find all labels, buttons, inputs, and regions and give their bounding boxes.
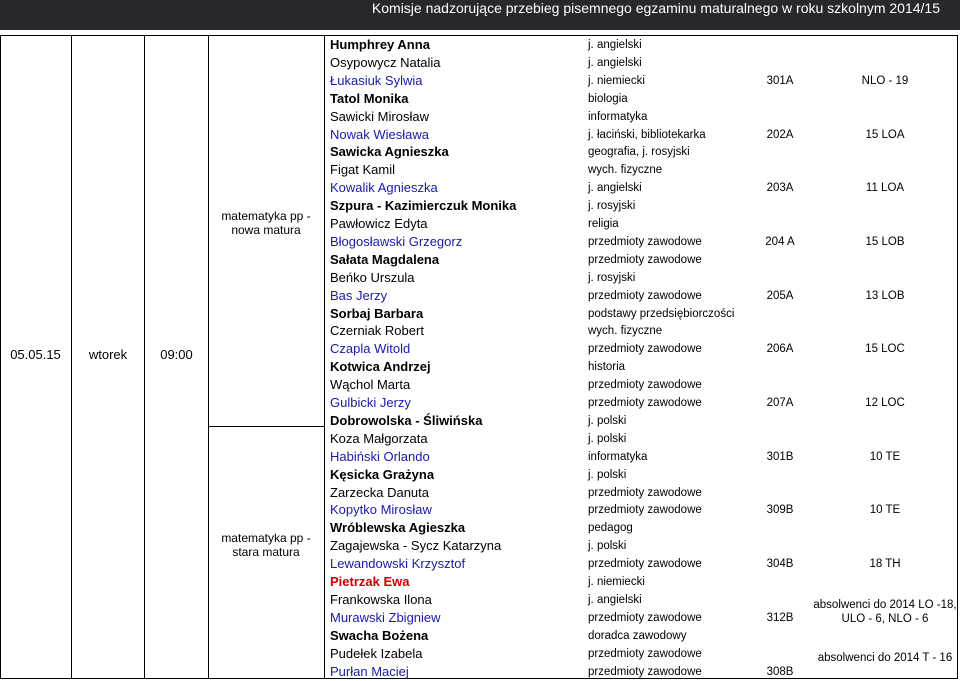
member-subject: biologia	[588, 92, 628, 105]
room-number: 301A	[766, 74, 794, 87]
member-subject: przedmioty zawodowe	[588, 558, 702, 571]
member-subject: j. rosyjski	[588, 271, 636, 284]
header-bar	[0, 0, 960, 30]
class-code: 10 TE	[869, 504, 901, 517]
member-subject: przedmioty zawodowe	[588, 253, 702, 266]
class-note: absolwenci do 2014 T - 16	[817, 652, 953, 664]
class-code: 13 LOB	[865, 289, 905, 302]
member-name: Sałata Magdalena	[330, 251, 440, 267]
room-number: 204 A	[765, 235, 795, 248]
member-name: Koza Małgorzata	[330, 430, 428, 446]
room-number: 312B	[766, 611, 794, 624]
member-name: Łukasiuk Sylwia	[330, 72, 423, 88]
member-name: Pawłowicz Edyta	[330, 216, 428, 231]
member-name: Sorbaj Barbara	[330, 305, 424, 321]
exam-group-label: matematyka pp - stara matura	[221, 531, 311, 559]
class-code: 15 LOC	[865, 343, 905, 356]
member-name: Pietrzak Ewa	[330, 574, 410, 589]
exam-group-label: matematyka pp - nowa matura	[221, 209, 311, 237]
member-name: Kotwica Andrzej	[330, 359, 431, 375]
member-subject: j. polski	[588, 432, 627, 445]
member-subject: j. rosyjski	[588, 200, 636, 213]
member-subject: doradca zawodowy	[588, 629, 687, 642]
room-number: 207A	[766, 397, 794, 409]
member-subject: historia	[588, 361, 626, 374]
member-subject: wych. fizyczne	[588, 325, 663, 338]
member-subject: przedmioty zawodowe	[588, 611, 702, 624]
member-subject: przedmioty zawodowe	[588, 397, 702, 409]
member-name: Habiński Orlando	[330, 448, 430, 464]
member-name: Kęsicka Grażyna	[330, 466, 435, 482]
column-divider	[324, 35, 325, 679]
member-subject: przedmioty zawodowe	[588, 504, 702, 517]
member-subject: j. polski	[588, 414, 627, 427]
member-subject: podstawy przedsiębiorczości	[588, 307, 735, 320]
member-name: Zarzecka Danuta	[330, 484, 429, 500]
member-name: Humphrey Anna	[330, 37, 430, 52]
class-code: 12 LOC	[865, 397, 905, 409]
room-number: 205A	[766, 289, 794, 302]
member-name: Wróblewska Agieszka	[330, 520, 466, 536]
member-name: Bas Jerzy	[330, 287, 388, 303]
exam-day: wtorek	[88, 347, 128, 362]
class-code: 10 TE	[869, 450, 901, 463]
group-divider	[208, 426, 325, 427]
member-name: Tatol Monika	[330, 90, 409, 106]
member-name: Swacha Bożena	[330, 627, 429, 643]
class-code: 15 LOB	[865, 235, 905, 248]
member-name: Zagajewska - Sycz Katarzyna	[330, 538, 502, 554]
member-name: Murawski Zbigniew	[330, 609, 441, 625]
member-subject: przedmioty zawodowe	[588, 289, 702, 302]
member-subject: informatyka	[588, 110, 648, 123]
member-subject: j. łaciński, bibliotekarka	[588, 128, 706, 141]
room-number: 206A	[766, 343, 794, 356]
member-name: Wąchol Marta	[330, 377, 411, 393]
member-subject: pedagog	[588, 522, 633, 535]
member-name: Beńko Urszula	[330, 269, 415, 285]
exam-date: 05.05.15	[10, 347, 61, 362]
member-subject: j. angielski	[588, 182, 642, 195]
member-name: Lewandowski Krzysztof	[330, 556, 466, 572]
member-name: Pudełek Izabela	[330, 645, 423, 661]
page-title: Komisje nadzorujące przebieg pisemnego egzaminu maturalnego w roku szkolnym 2014/15	[371, 0, 940, 16]
member-name: Gulbicki Jerzy	[330, 395, 411, 410]
member-name: Sawicka Agnieszka	[330, 144, 449, 160]
class-code: 11 LOA	[865, 182, 905, 195]
member-subject: j. angielski	[588, 56, 642, 69]
member-name: Kopytko Mirosław	[330, 502, 432, 518]
member-subject: przedmioty zawodowe	[588, 343, 702, 356]
class-code: NLO - 19	[861, 74, 909, 87]
member-subject: j. angielski	[588, 39, 642, 51]
room-number: 309B	[766, 504, 794, 517]
member-subject: j. polski	[588, 540, 627, 553]
room-number: 202A	[766, 128, 794, 141]
member-name: Frankowska Ilona	[330, 591, 432, 607]
class-code: 15 LOA	[865, 128, 905, 141]
room-number: 301B	[766, 450, 794, 463]
member-name: Szpura - Kazimierczuk Monika	[330, 198, 517, 214]
member-subject: przedmioty zawodowe	[588, 235, 702, 248]
member-name: Figat Kamil	[330, 162, 396, 178]
member-subject: j. niemiecki	[588, 576, 645, 588]
member-subject: przedmioty zawodowe	[588, 379, 702, 392]
member-name: Dobrowolska - Śliwińska	[330, 412, 483, 428]
member-name: Kowalik Agnieszka	[330, 180, 438, 196]
member-name: Sawicki Mirosław	[330, 108, 429, 124]
member-subject: przedmioty zawodowe	[588, 486, 702, 499]
class-code: 18 TH	[869, 558, 901, 571]
room-number: 203A	[766, 182, 794, 195]
member-name: Nowak Wiesława	[330, 126, 429, 142]
member-subject: informatyka	[588, 450, 648, 463]
member-name: Błogosławski Grzegorz	[330, 233, 463, 249]
exam-time: 09:00	[160, 347, 193, 362]
member-name: Purłan Maciej	[330, 663, 409, 679]
member-subject: przedmioty zawodowe	[588, 647, 702, 660]
member-name: Osypowycz Natalia	[330, 54, 441, 70]
member-subject: religia	[588, 218, 619, 230]
member-name: Czapla Witold	[330, 341, 411, 357]
member-name: Czerniak Robert	[330, 323, 424, 339]
room-number: 308B	[766, 665, 794, 678]
member-subject: j. angielski	[588, 593, 642, 606]
room-number: 304B	[766, 558, 794, 571]
member-subject: przedmioty zawodowe	[588, 665, 702, 678]
member-subject: wych. fizyczne	[588, 164, 663, 177]
member-subject: j. polski	[588, 468, 627, 481]
member-subject: geografia, j. rosyjski	[588, 146, 690, 159]
member-subject: j. niemiecki	[588, 74, 645, 87]
class-note: absolwenci do 2014 LO -18, ULO - 6, NLO - 6	[813, 599, 957, 625]
column-divider	[208, 35, 209, 679]
